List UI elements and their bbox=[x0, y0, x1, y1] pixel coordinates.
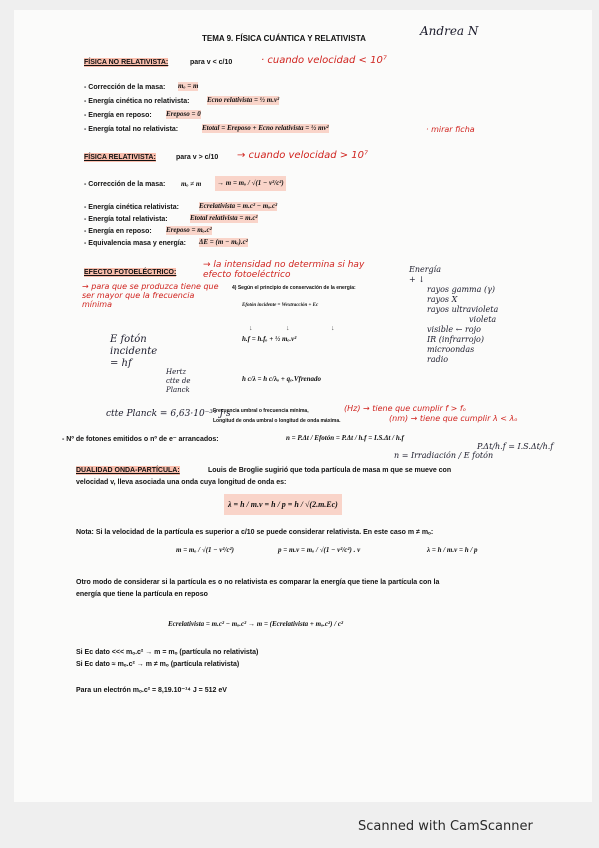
long-umbral-hand: (nm) → tiene que cumplir λ < λₒ bbox=[389, 414, 518, 423]
eq-hf: h.f = h.fₒ + ½ mₑ.v² bbox=[242, 335, 297, 343]
condition-no-relativista: para v < c/10 bbox=[190, 59, 233, 66]
formula-m0: mₒ = m bbox=[178, 82, 199, 90]
formula-ereposo: Ereposo = 0 bbox=[166, 110, 201, 118]
formula-etotal-no-rel: Etotal = Ereposo + Ecno relativista = ½ mv² bbox=[202, 124, 329, 132]
si-no-relativista: Si Ec dato <<< mₒ.c² → m = mₒ (partícula no relativista) bbox=[76, 649, 259, 656]
arrow-down-2: ↓ bbox=[286, 324, 290, 332]
principle-note: 4) Según el principio de conservación de la energía: bbox=[232, 285, 356, 291]
eq-hc-lambda: h c/λ = h c/λₒ + qₑ.Vfrenado bbox=[242, 375, 322, 383]
photons-label: - Nº de fotones emitidos o nº de e⁻ arrancados: bbox=[62, 436, 219, 443]
line-energia-reposo: - Energía en reposo: bbox=[84, 112, 152, 119]
arrow-down-3: ↓ bbox=[331, 324, 335, 332]
heading-fisica-no-relativista: FÍSICA NO RELATIVISTA: bbox=[84, 59, 169, 66]
formula-ec-relativista-masa: Ecrelativista = m.c² − mₒ.c² → m = (Ecrelativista + mₒ.c²) / c² bbox=[168, 620, 344, 628]
red-note-velocity-high: → cuando velocidad > 10⁷ bbox=[237, 150, 369, 161]
formula-photons: n = P.Δt / Efotón = P.Δt / h.f = I.S.Δt / h.f bbox=[286, 434, 404, 442]
dualidad-text-2: velocidad v, lleva asociada una onda cuya longitud de onda es: bbox=[76, 479, 287, 486]
line-ereposo-rel: - Energía en reposo: bbox=[84, 228, 152, 235]
electron-energy: Para un electrón mₒ.c² = 8,19.10⁻¹⁴ J = 512 eV bbox=[76, 687, 227, 694]
red-note-mirar-ficha: · mirar ficha bbox=[426, 125, 475, 134]
formula-nota-momento: p = m.v = mₒ / √(1 − v²/c²) . v bbox=[278, 546, 361, 554]
otro-modo-text-1: Otro modo de considerar si la partícula es o no relativista es comparar la energía que tiene la partícula con la bbox=[76, 579, 440, 586]
formula-ereposo-rel: Ereposo = mₒ.c² bbox=[166, 226, 212, 234]
formula-nota-lambda: λ = h / m.v = h / p bbox=[427, 546, 478, 554]
eq-efoton: Efotón incidente = Wextracción + Ec bbox=[242, 303, 319, 308]
line-energia-cinetica: - Energía cinética no relativista: bbox=[84, 98, 190, 105]
heading-fisica-relativista: FÍSICA RELATIVISTA: bbox=[84, 154, 156, 161]
line-correccion-masa: - Corrección de la masa: bbox=[84, 84, 166, 91]
scanned-page bbox=[14, 10, 592, 802]
hand-efoton-incidente: E fotón incidente = hf bbox=[110, 334, 158, 369]
author-name: Andrea N bbox=[420, 24, 479, 38]
page-title: TEMA 9. FÍSICA CUÁNTICA Y RELATIVISTA bbox=[202, 34, 366, 43]
formula-nota-masa: m = mₒ / √(1 − v²/c²) bbox=[176, 546, 234, 554]
si-relativista: Si Ec dato ≈ mₒ.c² → m ≠ mₒ (partícula relativista) bbox=[76, 661, 240, 668]
hand-irradiacion: n = Irradiación / E fotón bbox=[394, 451, 494, 460]
formula-de-broglie: λ = h / m.v = h / p = h / √(2.m.Ec) bbox=[224, 494, 342, 515]
arrow-down-1: ↓ bbox=[249, 324, 253, 332]
formula-ec-rel: Ecrelativista = m.c² − mₒ.c² bbox=[199, 202, 278, 210]
line-ec-relativista: - Energía cinética relativista: bbox=[84, 204, 179, 211]
red-note-intensidad: → la intensidad no determina si hay efecto fotoeléctrico bbox=[203, 260, 365, 280]
formula-masa-relativista: → m = mₒ / √(1 − v²/c²) bbox=[215, 176, 286, 191]
hand-energia-spectrum: Energía + ↓ rayos gamma (γ) rayos X rayos ultravioleta violeta visible ← rojo IR (infrarrojo) microondas radio bbox=[409, 265, 499, 364]
formula-ec-no-rel: Ecno relativista = ½ m.v² bbox=[207, 96, 280, 104]
hand-planck-constant: ctte Planck = 6,63·10⁻³⁴ J·s bbox=[106, 409, 231, 419]
line-etotal-relativista: - Energía total relativista: bbox=[84, 216, 168, 223]
line-energia-total: - Energía total no relativista: bbox=[84, 126, 179, 133]
condition-relativista: para v > c/10 bbox=[176, 154, 219, 161]
freq-umbral-hand: (Hz) → tiene que cumplir f > fₒ bbox=[344, 404, 467, 413]
formula-etotal-rel: Etotal relativista = m.c² bbox=[190, 214, 258, 222]
hand-hertz-planck: Hertz ctte de Planck bbox=[166, 368, 191, 394]
heading-dualidad: DUALIDAD ONDA-PARTÍCULA: bbox=[76, 467, 180, 474]
line-equivalencia: - Equivalencia masa y energía: bbox=[84, 240, 186, 247]
camscanner-footer: Scanned with CamScanner bbox=[358, 819, 533, 834]
line-correccion-masa-rel: - Corrección de la masa: bbox=[84, 181, 166, 188]
freq-umbral-note: Frecuencia umbral o frecuencia mínima, bbox=[213, 408, 309, 414]
hand-irradiacion-2: P.Δt/h.f = I.S.Δt/h.f bbox=[477, 442, 554, 451]
dualidad-text-1: Louis de Broglie sugirió que toda partícula de masa m que se mueve con bbox=[208, 467, 452, 474]
nota-relativista: Nota: Si la velocidad de la partícula es superior a c/10 se puede considerar relativista. En este caso m ≠ mₒ: bbox=[76, 529, 434, 536]
formula-m0-neq: mₒ ≠ m bbox=[181, 180, 202, 188]
red-note-velocity-low: · cuando velocidad < 10⁷ bbox=[261, 55, 387, 66]
formula-equivalencia: ΔE = (m − mₒ).c² bbox=[199, 238, 248, 246]
otro-modo-text-2: energía que tiene la partícula en reposo bbox=[76, 591, 208, 598]
heading-efecto-fotoelectrico: EFECTO FOTOELÉCTRICO: bbox=[84, 269, 177, 276]
long-umbral-note: Longitud de onda umbral o longitud de onda máxima. bbox=[213, 418, 341, 424]
red-note-frecuencia-minima: → para que se produzca tiene que ser mayor que la frecuencia mínima bbox=[82, 282, 219, 309]
